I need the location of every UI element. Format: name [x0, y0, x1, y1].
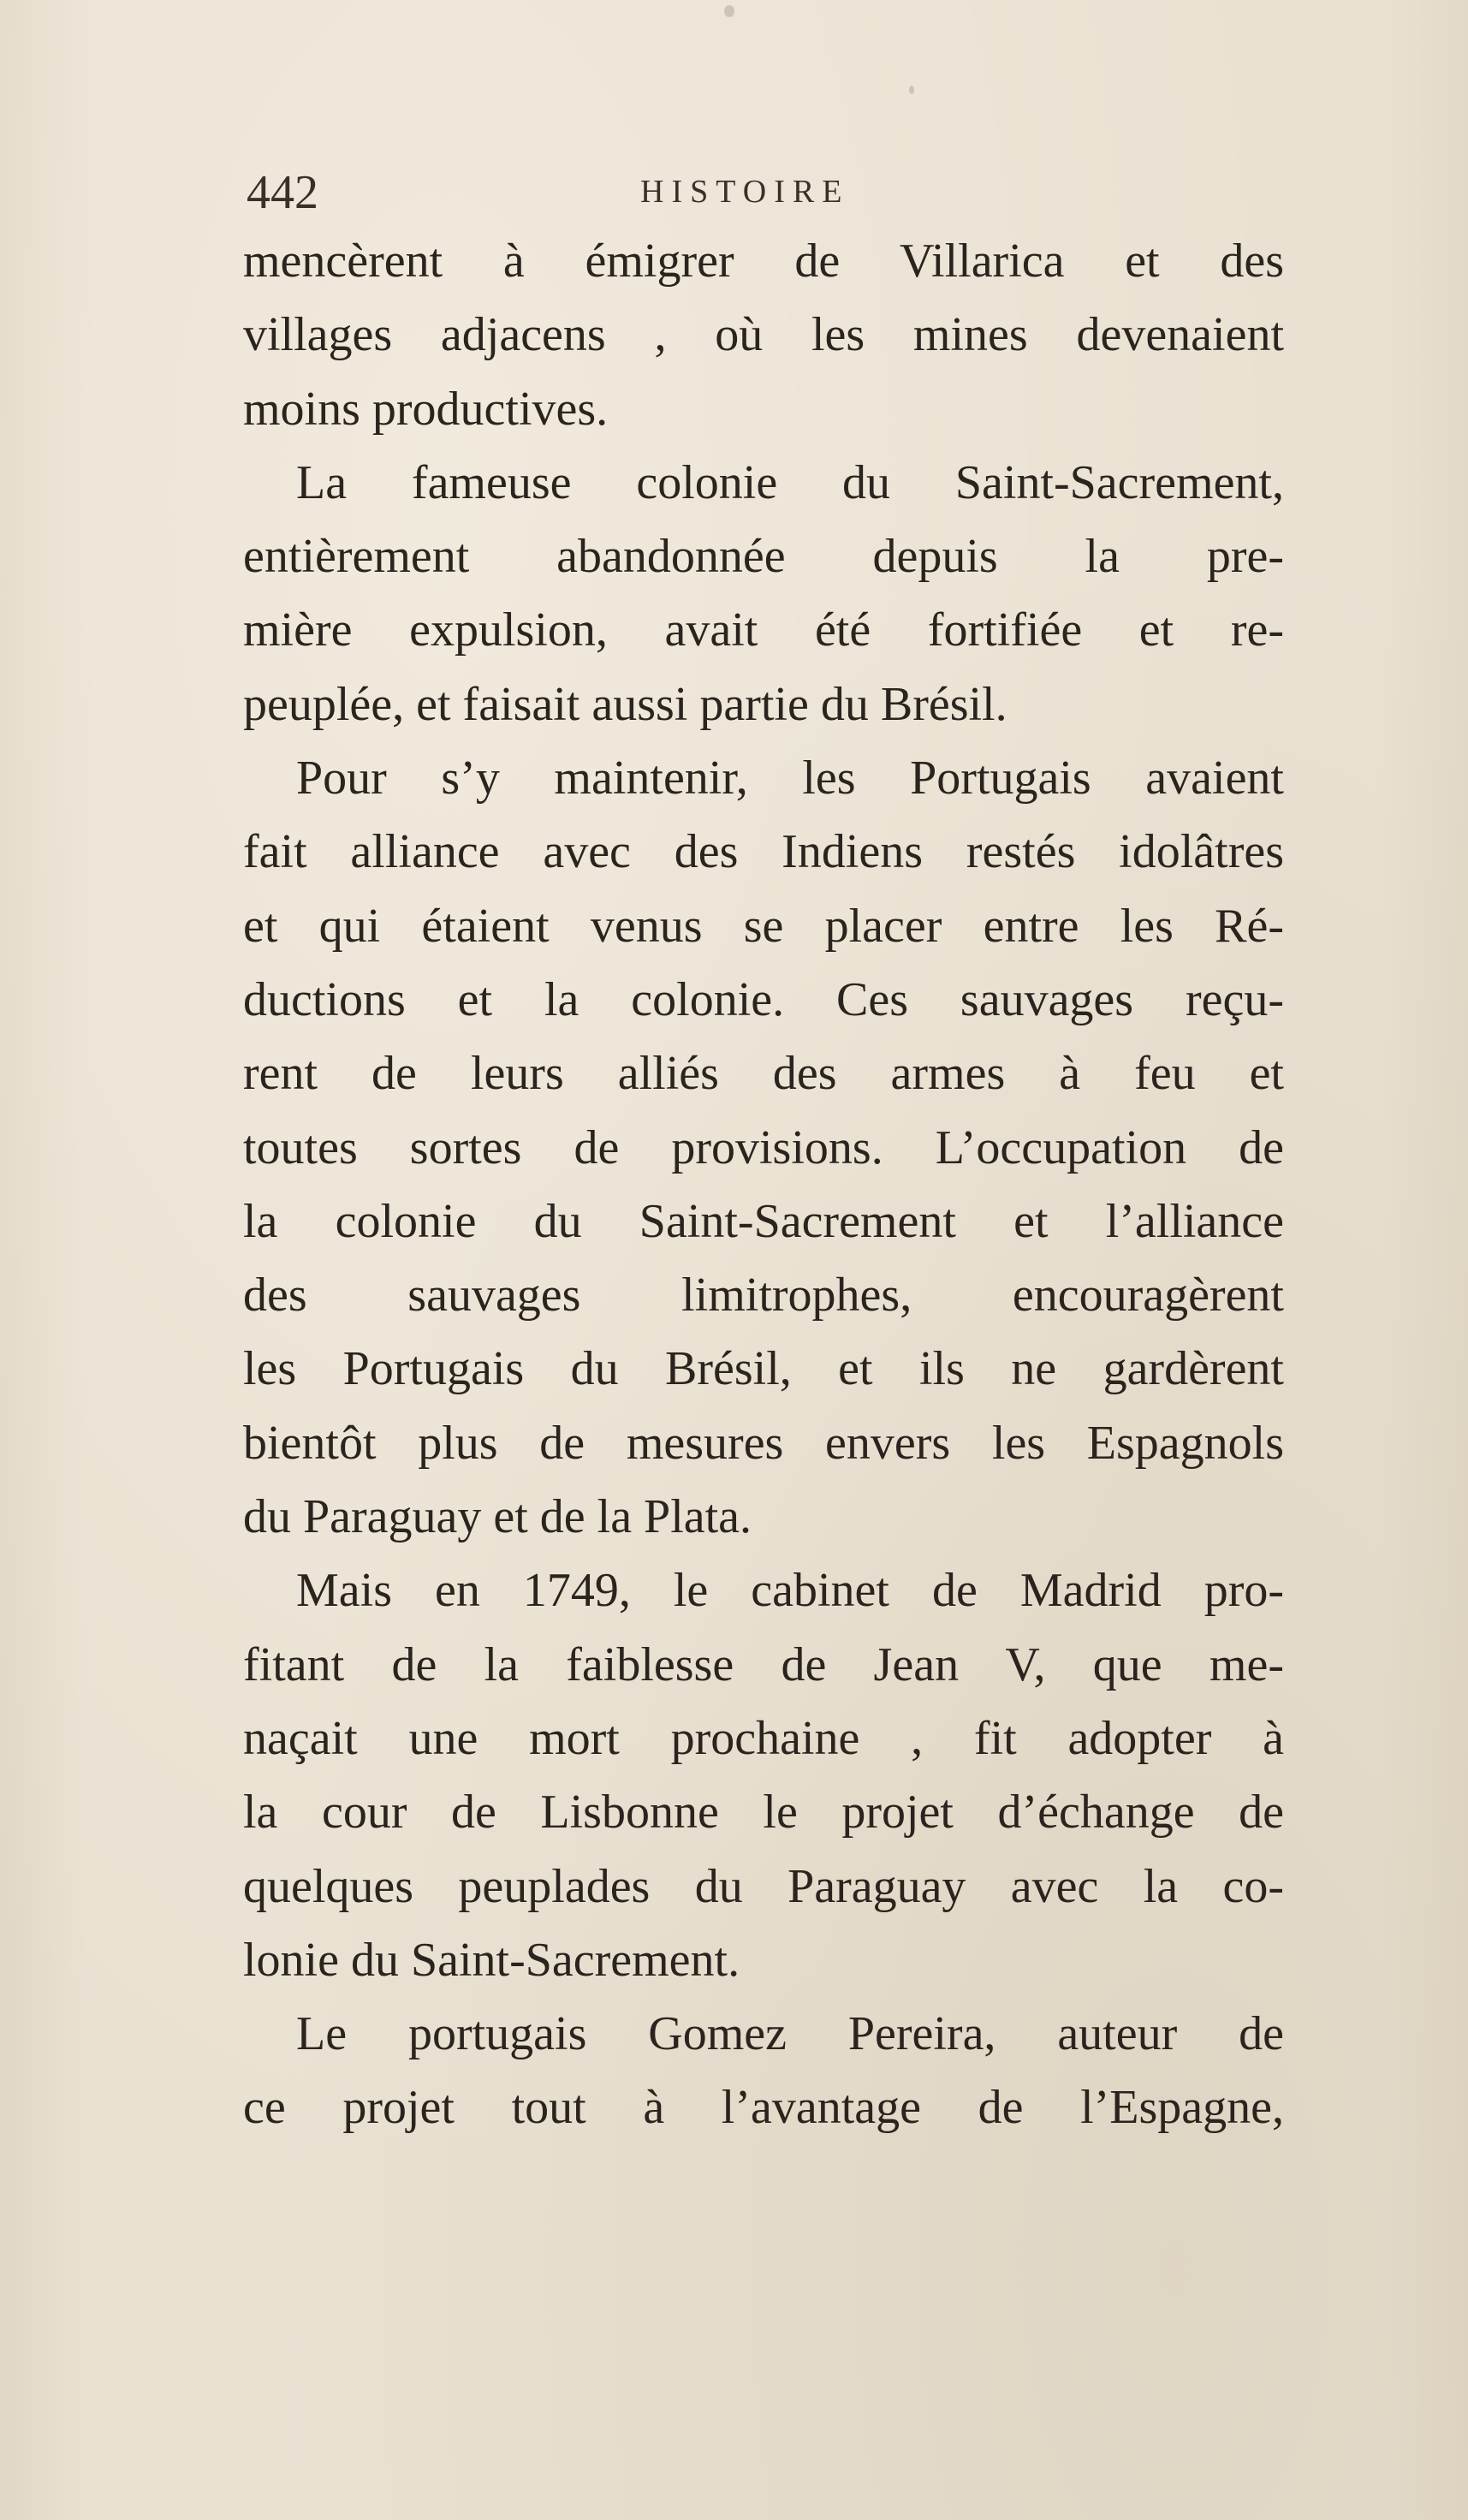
text-line: fait alliance avec des Indiens restés idolâtres — [243, 825, 1284, 879]
text-line: des sauvages limitrophes, encouragèrent — [243, 1269, 1284, 1322]
text-line: moins productives. — [243, 382, 609, 436]
text-line: fitant de la faiblesse de Jean V, que me- — [243, 1637, 1284, 1691]
text-line: villages adjacens , où les mines devenaient — [243, 308, 1284, 362]
body-text — [243, 224, 1284, 2145]
text-line: rent de leurs alliés des armes à feu et — [243, 1047, 1284, 1101]
text-line: entièrement abandonnée depuis la pre- — [243, 530, 1284, 584]
page-number: 442 — [247, 166, 318, 219]
text-line: peuplée, et faisait aussi partie du Brésil. — [243, 677, 1007, 731]
text-line: quelques peuplades du Paraguay avec la co- — [243, 1859, 1284, 1913]
text-line: naçait une mort prochaine , fit adopter à — [243, 1711, 1284, 1765]
text-line: ce projet tout à l’avantage de l’Espagne, — [243, 2081, 1284, 2135]
ink-speck — [724, 5, 734, 17]
running-head — [247, 163, 1282, 223]
ink-speck — [909, 86, 914, 94]
text-line: La fameuse colonie du Saint-Sacrement, — [296, 455, 1284, 509]
text-line: ductions et la colonie. Ces sauvages reçu- — [243, 972, 1284, 1026]
text-line: la colonie du Saint-Sacrement et l’alliance — [243, 1194, 1284, 1248]
text-line: du Paraguay et de la Plata. — [243, 1490, 752, 1544]
text-line: les Portugais du Brésil, et ils ne gardèrent — [243, 1342, 1284, 1396]
text-line: mencèrent à émigrer de Villarica et des — [243, 235, 1284, 288]
text-line: et qui étaient venus se placer entre les Ré- — [243, 899, 1284, 953]
text-line: Le portugais Gomez Pereira, auteur de — [296, 2007, 1284, 2061]
running-title: HISTOIRE — [640, 174, 850, 210]
text-line: la cour de Lisbonne le projet d’échange de — [243, 1786, 1284, 1839]
text-line: lonie du Saint-Sacrement. — [243, 1933, 740, 1987]
text-line: Mais en 1749, le cabinet de Madrid pro- — [296, 1564, 1284, 1618]
text-line: mière expulsion, avait été fortifiée et re- — [243, 603, 1284, 657]
text-line: Pour s’y maintenir, les Portugais avaient — [296, 752, 1284, 805]
text-line: toutes sortes de provisions. L’occupation de — [243, 1120, 1284, 1174]
text-line: bientôt plus de mesures envers les Espagnols — [243, 1416, 1284, 1470]
